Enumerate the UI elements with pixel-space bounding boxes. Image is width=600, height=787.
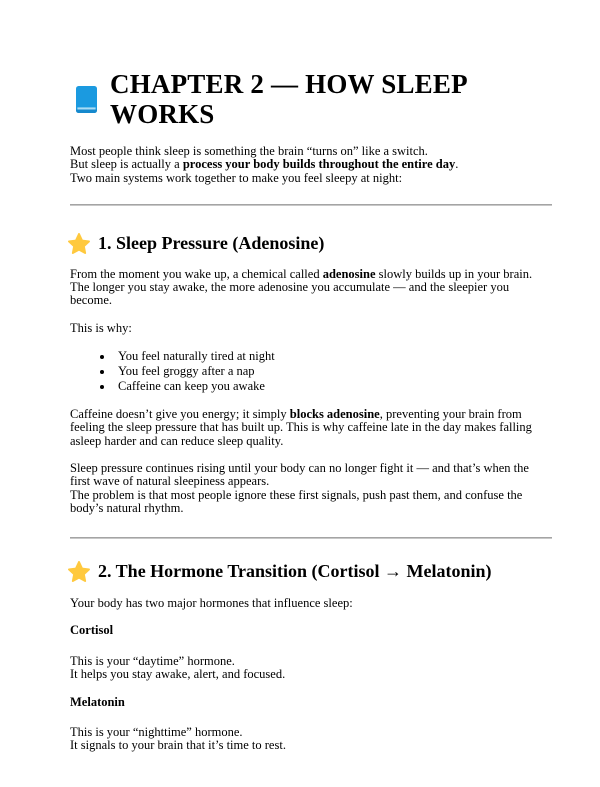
divider bbox=[70, 204, 552, 206]
hormones-lead: Your body has two major hormones that influence sleep: bbox=[70, 596, 353, 611]
section-1-heading bbox=[68, 233, 552, 254]
cortisol-paragraph bbox=[70, 655, 552, 682]
melatonin-line-1: This is your “nighttime” hormone. bbox=[70, 724, 243, 739]
star-icon bbox=[68, 233, 90, 254]
chapter-title bbox=[70, 69, 552, 129]
cortisol-line-1: This is your “daytime” hormone. bbox=[70, 653, 235, 668]
melatonin-line-2: It signals to your brain that it’s time to rest. bbox=[70, 737, 286, 752]
section-2-heading-text: 2. The Hormone Transition (Cortisol → Melatonin) bbox=[98, 561, 492, 582]
star-icon bbox=[68, 561, 90, 582]
cortisol-line-2: It helps you stay awake, alert, and focused. bbox=[70, 667, 286, 682]
chapter-title-text: CHAPTER 2 — HOW SLEEP WORKS bbox=[110, 69, 467, 129]
adenosine-line-1: From the moment you wake up, a chemical called adenosine slowly builds up in your brain. bbox=[70, 266, 533, 281]
melatonin-subheading: Melatonin bbox=[70, 695, 125, 710]
section-1-heading-text: 1. Sleep Pressure (Adenosine) bbox=[98, 232, 325, 253]
sleep-pressure-line-1: Sleep pressure continues rising until your body can no longer fight it — and that’s when the first wave of natural sleepiness appears. bbox=[70, 460, 529, 489]
adenosine-line-2: The longer you stay awake, the more adenosine you accumulate — and the sleepier you become. bbox=[70, 280, 510, 308]
sleep-pressure-paragraph bbox=[70, 462, 552, 515]
intro-line-3: Two main systems work together to make you feel sleepy at night: bbox=[70, 170, 403, 185]
cortisol-subheading: Cortisol bbox=[70, 623, 114, 638]
list-item: • You feel naturally tired at night bbox=[114, 349, 552, 364]
section-2-heading bbox=[68, 561, 552, 582]
intro-paragraph bbox=[70, 145, 552, 185]
list-item: • You feel groggy after a nap bbox=[114, 364, 552, 379]
intro-line-2: But sleep is actually a process your body builds throughout the entire day. bbox=[70, 157, 459, 172]
caffeine-paragraph: Caffeine doesn’t give you energy; it simply blocks adenosine, preventing your brain from feeling the sleep pressure that has built up. This is why caffeine late in the day makes falling asleep harder and can reduce sleep quality. bbox=[70, 407, 532, 448]
blue-book-icon bbox=[76, 86, 97, 113]
why-bullet-list bbox=[70, 349, 552, 394]
sleep-pressure-line-2: The problem is that most people ignore these first signals, push past them, and confuse the body’s natural rhythm. bbox=[70, 487, 523, 515]
intro-line-1: Most people think sleep is something the brain “turns on” like a switch. bbox=[70, 144, 428, 158]
list-item: • Caffeine can keep you awake bbox=[114, 379, 552, 394]
melatonin-paragraph bbox=[70, 726, 552, 753]
adenosine-paragraph bbox=[70, 268, 552, 308]
divider bbox=[70, 537, 552, 539]
why-label: This is why: bbox=[70, 320, 132, 335]
